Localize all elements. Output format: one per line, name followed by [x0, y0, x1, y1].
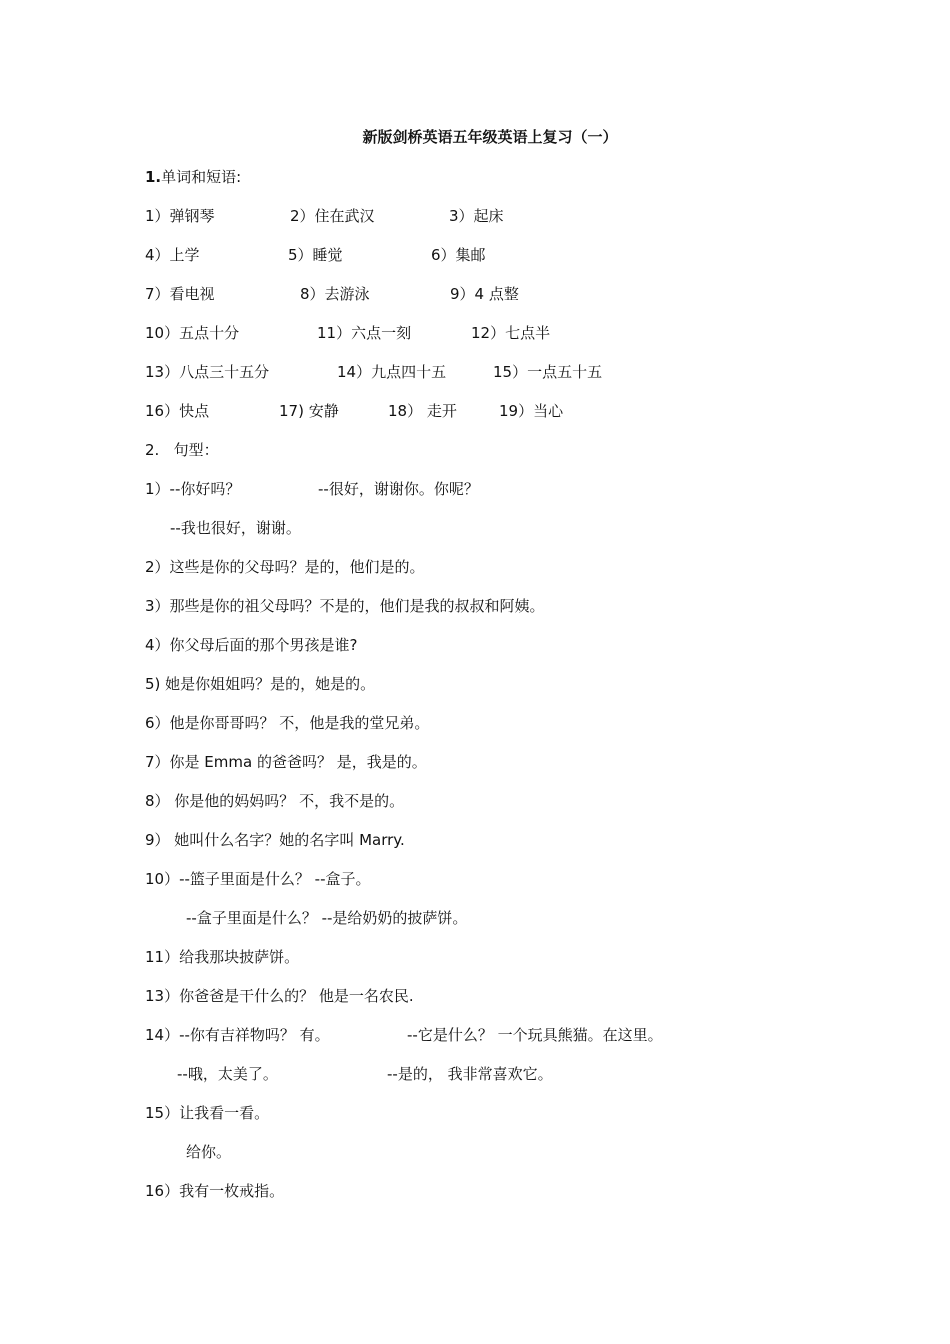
page-title: 新版剑桥英语五年级英语上复习（一） — [362, 128, 618, 146]
vocab-item: 4）上学 — [145, 246, 200, 264]
sentence-line: 5) 她是你姐姐吗？是的，她是的。 — [145, 675, 376, 693]
vocab-item: 11）六点一刻 — [317, 324, 412, 342]
sentence-line: --哦，太美了。 — [177, 1065, 278, 1083]
vocab-item: 18） 走开 — [388, 402, 457, 420]
sentence-line: 1）--你好吗？ — [145, 480, 241, 498]
sentence-line: --我也很好，谢谢。 — [170, 519, 301, 537]
vocab-item: 13）八点三十五分 — [145, 363, 270, 381]
vocab-item: 2）住在武汉 — [290, 207, 375, 225]
sentence-line: 10）--篮子里面是什么？ --盒子。 — [145, 870, 371, 888]
sentence-line: 2）这些是你的父母吗？是的，他们是的。 — [145, 558, 425, 576]
vocab-item: 15）一点五十五 — [493, 363, 603, 381]
section-1-title: 单词和短语: — [161, 168, 242, 186]
vocab-item: 16）快点 — [145, 402, 210, 420]
sentence-line: 3）那些是你的祖父母吗？不是的，他们是我的叔叔和阿姨。 — [145, 597, 545, 615]
sentence-line: --很好，谢谢你。你呢？ — [318, 480, 479, 498]
section-1-heading — [145, 167, 241, 187]
sentence-line: 14）--你有吉祥物吗？ 有。 — [145, 1026, 330, 1044]
sentence-line: 16）我有一枚戒指。 — [145, 1182, 285, 1200]
vocab-item: 7）看电视 — [145, 285, 215, 303]
sentence-line: 8） 你是他的妈妈吗？ 不，我不是的。 — [145, 792, 405, 810]
sentence-line: 7）你是 Emma 的爸爸吗？ 是，我是的。 — [145, 753, 427, 771]
sentence-line: 6）他是你哥哥吗？ 不，他是我的堂兄弟。 — [145, 714, 430, 732]
sentence-line: 9） 她叫什么名字？她的名字叫 Marry. — [145, 831, 405, 849]
sentence-line: --是的， 我非常喜欢它。 — [387, 1065, 553, 1083]
vocab-item: 5）睡觉 — [288, 246, 343, 264]
vocab-item: 12）七点半 — [471, 324, 551, 342]
sentence-line: --盒子里面是什么？ --是给奶奶的披萨饼。 — [186, 909, 468, 927]
vocab-item: 6）集邮 — [431, 246, 486, 264]
vocab-item: 10）五点十分 — [145, 324, 240, 342]
vocab-item: 8）去游泳 — [300, 285, 370, 303]
vocab-item: 19）当心 — [499, 402, 564, 420]
sentence-line: 11）给我那块披萨饼。 — [145, 948, 300, 966]
vocab-item: 17) 安静 — [279, 402, 339, 420]
sentence-line: 15）让我看一看。 — [145, 1104, 270, 1122]
sentence-line: 4）你父母后面的那个男孩是谁? — [145, 636, 358, 654]
vocab-item: 9）4 点整 — [450, 285, 519, 303]
sentence-line: --它是什么？ 一个玩具熊猫。在这里。 — [407, 1026, 663, 1044]
sentence-line: 13）你爸爸是干什么的？ 他是一名农民. — [145, 987, 414, 1005]
vocab-item: 14）九点四十五 — [337, 363, 447, 381]
vocab-item: 3）起床 — [449, 207, 504, 225]
vocab-item: 1）弹钢琴 — [145, 207, 215, 225]
section-1-number: 1. — [145, 168, 162, 186]
section-2-heading: 2. 句型： — [145, 441, 219, 459]
sentence-line: 给你。 — [186, 1143, 232, 1161]
